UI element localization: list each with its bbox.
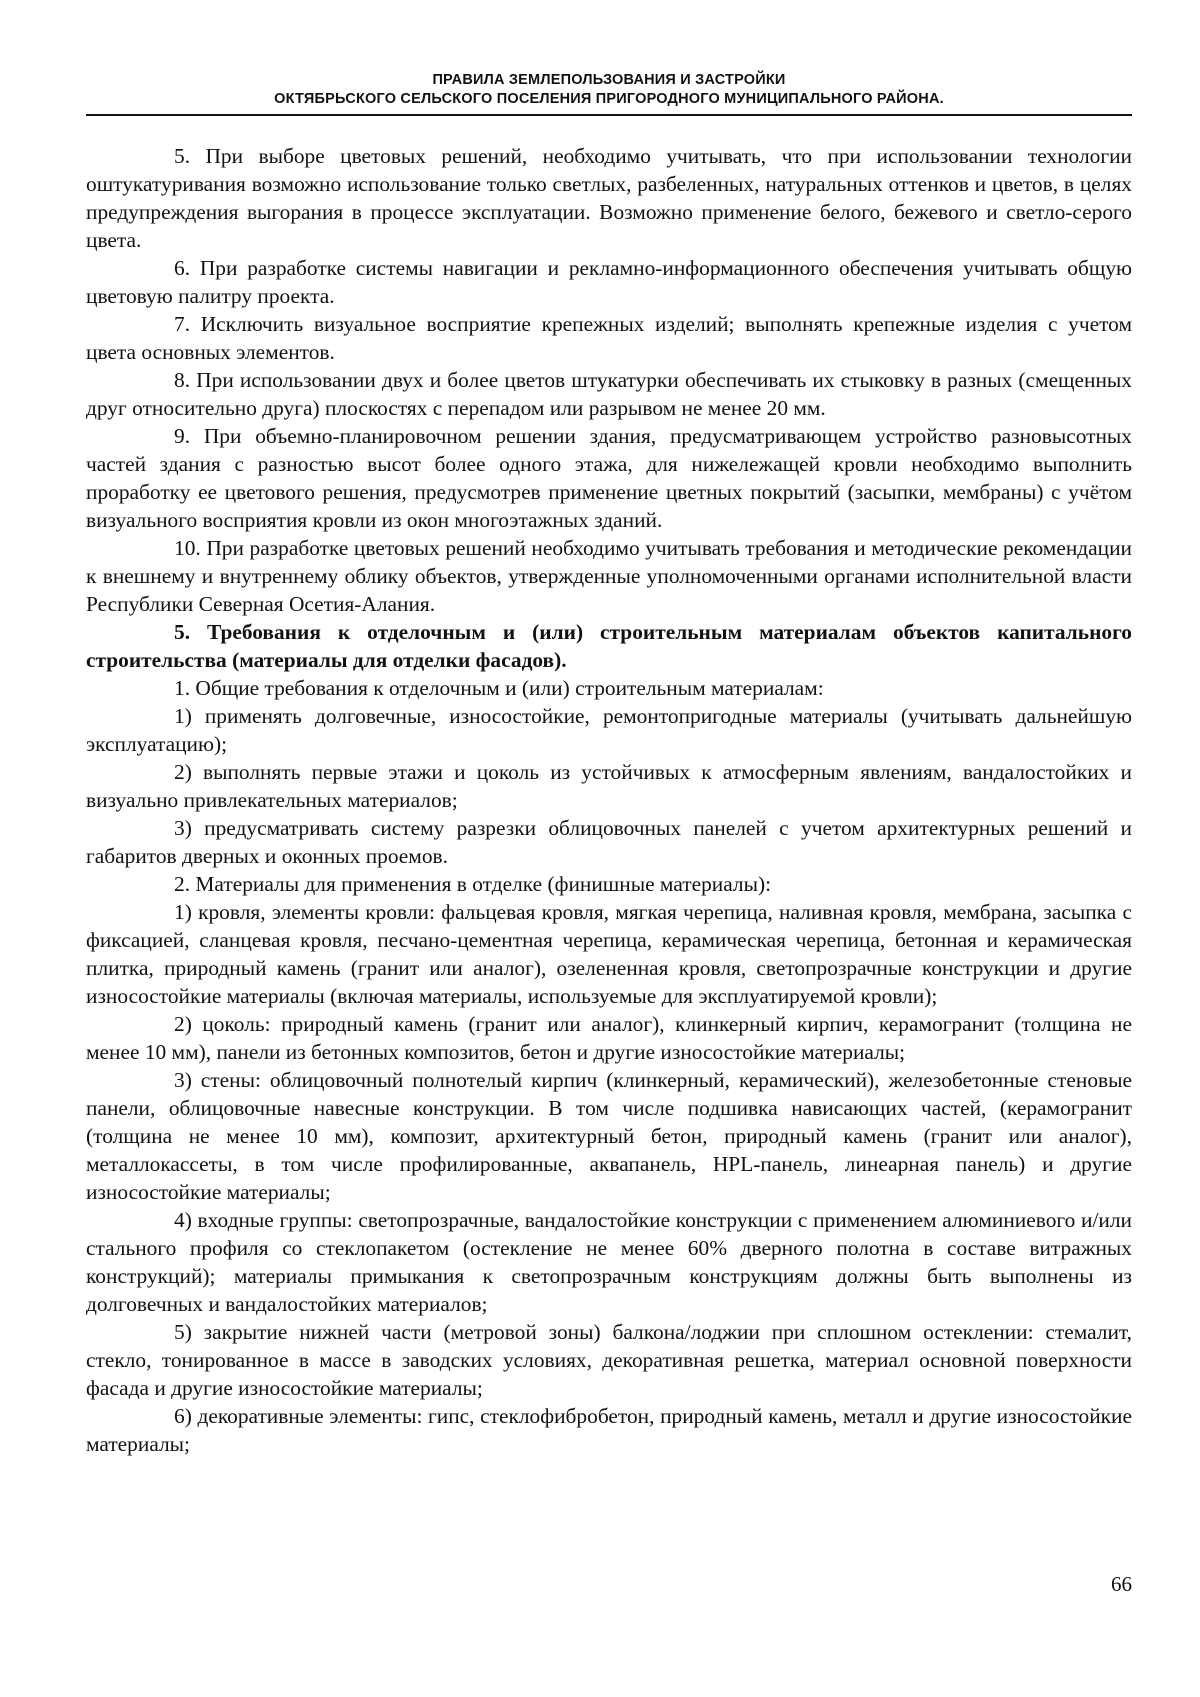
list-item-plinth: 2) цоколь: природный камень (гранит или аналог), клинкерный кирпич, керамогранит (толщина не менее 10 мм), панели из бетонных композитов, бетон и другие износостойкие материалы; xyxy=(86,1012,1132,1064)
body-text xyxy=(86,142,1132,1458)
general-requirements-intro: 1. Общие требования к отделочным и (или) строительным материалам: xyxy=(174,676,824,700)
finishing-materials-intro: 2. Материалы для применения в отделке (финишные материалы): xyxy=(174,872,772,896)
paragraph-8-plaster-joints: 8. При использовании двух и более цветов штукатурки обеспечивать их стыковку в разных (смещенных друг относительно друга) плоскостях с перепадом или разрывом не менее 20 мм. xyxy=(86,368,1132,420)
list-item-entrance-groups: 4) входные группы: светопрозрачные, вандалостойкие конструкции с применением алюминиевого и/или стального профиля со стеклопакетом (остекление не менее 60% дверного полотна в составе витражных конструкций); материалы примыкания к светопрозрачным конструкциям должны быть выполнены из долговечных и вандалостойких материалов; xyxy=(86,1208,1132,1316)
list-item-roof: 1) кровля, элементы кровли: фальцевая кровля, мягкая черепица, наливная кровля, мембрана, засыпка с фиксацией, сланцевая кровля, песчано-цементная черепица, керамическая черепица, бетонная и керамическая плитка, природный камень (гранит или аналог), озелененная кровля, светопрозрачные конструкции и другие износостойкие материалы (включая материалы, используемые для эксплуатируемой кровли); xyxy=(86,900,1132,1008)
header-title-line-1: ПРАВИЛА ЗЕМЛЕПОЛЬЗОВАНИЯ И ЗАСТРОЙКИ xyxy=(432,72,786,88)
paragraph-5-color-plaster: 5. При выборе цветовых решений, необходимо учитывать, что при использовании технологии оштукатуривания возможно использование только светлых, разбеленных, натуральных оттенков и цветов, в целях предупреждения выгорания в процессе эксплуатации. Возможно применение белого, бежевого и светло-серого цвета. xyxy=(86,144,1132,252)
header-title-line-2: ОКТЯБРЬСКОГО СЕЛЬСКОГО ПОСЕЛЕНИЯ ПРИГОРОДНОГО МУНИЦИПАЛЬНОГО РАЙОНА. xyxy=(274,91,944,107)
paragraph-7-fasteners: 7. Исключить визуальное восприятие крепежных изделий; выполнять крепежные изделия с учетом цвета основных элементов. xyxy=(86,312,1132,364)
header-divider xyxy=(86,114,1132,116)
paragraph-9-roof-color: 9. При объемно-планировочном решении здания, предусматривающем устройство разновысотных частей здания с разностью высот более одного этажа, для нижележащей кровли необходимо выполнить проработку ее цветового решения, предусмотрев применение цветных покрытий (засыпки, мембраны) с учётом визуального восприятия кровли из окон многоэтажных зданий. xyxy=(86,424,1132,532)
page-number: 66 xyxy=(1111,1572,1132,1596)
list-item-decorative: 6) декоративные элементы: гипс, стеклофибробетон, природный камень, металл и другие износостойкие материалы; xyxy=(86,1404,1132,1456)
paragraph-10-requirements: 10. При разработке цветовых решений необходимо учитывать требования и методические рекомендации к внешнему и внутреннему облику объектов, утвержденные уполномоченными органами исполнительной власти Республики Северная Осетия-Алания. xyxy=(86,536,1132,616)
list-item-durable-materials: 1) применять долговечные, износостойкие, ремонтопригодные материалы (учитывать дальнейшую эксплуатацию); xyxy=(86,704,1132,756)
paragraph-6-navigation: 6. При разработке системы навигации и рекламно-информационного обеспечения учитывать общую цветовую палитру проекта. xyxy=(86,256,1132,308)
list-item-balcony: 5) закрытие нижней части (метровой зоны) балкона/лоджии при сплошном остеклении: стемалит, стекло, тонированное в массе в заводских условиях, декоративная решетка, материал основной поверхности фасада и другие износостойкие материалы; xyxy=(86,1320,1132,1400)
section-heading-materials: 5. Требования к отделочным и (или) строительным материалам объектов капитального строительства (материалы для отделки фасадов). xyxy=(86,620,1132,672)
running-header xyxy=(86,71,1132,109)
list-item-first-floors: 2) выполнять первые этажи и цоколь из устойчивых к атмосферным явлениям, вандалостойких и визуально привлекательных материалов; xyxy=(86,760,1132,812)
list-item-walls: 3) стены: облицовочный полнотелый кирпич (клинкерный, керамический), железобетонные стеновые панели, облицовочные навесные конструкции. В том числе подшивка нависающих частей, (керамогранит (толщина не менее 10 мм), композит, архитектурный бетон, природный камень (гранит или аналог), металлокассеты, в том числе профилированные, аквапанель, HPL-панель, линеарная панель) и другие износостойкие материалы; xyxy=(86,1068,1132,1204)
list-item-panel-cutting: 3) предусматривать систему разрезки облицовочных панелей с учетом архитектурных решений и габаритов дверных и оконных проемов. xyxy=(86,816,1132,868)
